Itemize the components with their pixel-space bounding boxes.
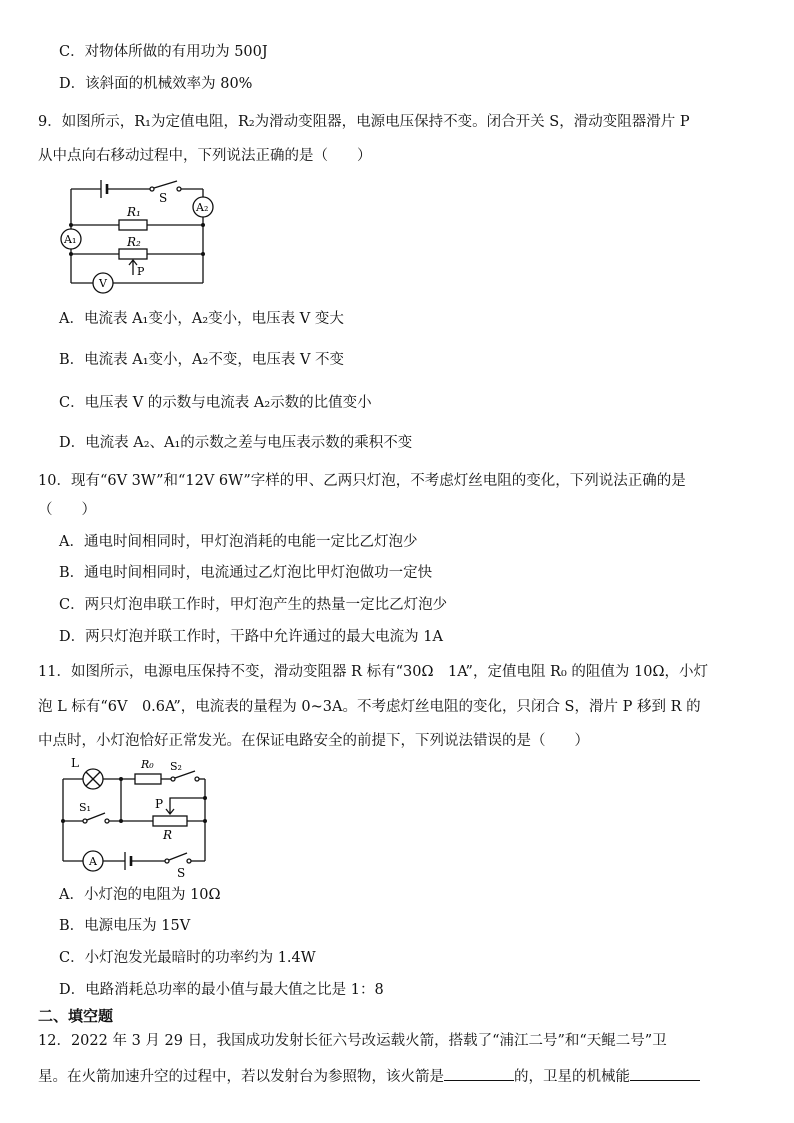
q9-label-p: P <box>137 265 145 278</box>
q10-stem-line2: （ ） <box>38 502 96 518</box>
q9-option-a: A．电流表 A₁变小，A₂变小，电压表 V 变大 <box>59 311 344 327</box>
q11-label-s2: S₂ <box>170 760 182 773</box>
q9-label-a2: A₂ <box>196 201 209 214</box>
q10-option-a: A．通电时间相同时，甲灯泡消耗的电能一定比乙灯泡少 <box>59 534 418 550</box>
q10-option-d: D．两只灯泡并联工作时，干路中允许通过的最大电流为 1A <box>59 629 443 645</box>
q9-label-v: V <box>99 277 107 290</box>
q9-option-b: B．电流表 A₁变小，A₂不变，电压表 V 不变 <box>59 352 345 368</box>
q10-stem-line1: 10．现有“6V 3W”和“12V 6W”字样的甲、乙两只灯泡，不考虑灯丝电阻的变化，下列说法正确的是 <box>38 473 686 489</box>
q12-stem-line1: 12．2022 年 3 月 29 日，我国成功发射长征六号改运载火箭，搭载了“浦江二号”和“天鲲二号”卫 <box>38 1033 667 1049</box>
section-title-fill-in: 二、填空题 <box>38 1007 114 1025</box>
q11-stem-line3: 中点时，小灯泡恰好正常发光。在保证电路安全的前提下，下列说法错误的是（ ） <box>38 733 589 749</box>
q11-label-p: P <box>155 797 164 811</box>
q11-label-s: S <box>177 866 186 878</box>
q11-option-c: C．小灯泡发光最暗时的功率约为 1.4W <box>59 950 316 966</box>
q9-option-d: D．电流表 A₂、A₁的示数之差与电压表示数的乘积不变 <box>59 435 413 451</box>
q9-stem-line1: 9．如图所示，R₁为定值电阻，R₂为滑动变阻器，电源电压保持不变。闭合开关 S，滑动变阻器滑片 P <box>38 114 690 130</box>
q11-option-d: D．电路消耗总功率的最小值与最大值之比是 1：8 <box>59 982 384 998</box>
q12-text-part-b: 的，卫星的机械能 <box>514 1069 630 1085</box>
q8-option-c: C．对物体所做的有用功为 500J <box>59 44 268 60</box>
q11-option-b: B．电源电压为 15V <box>59 918 191 934</box>
q11-circuit-diagram <box>55 753 225 878</box>
q11-label-r0: R₀ <box>141 758 154 771</box>
q11-label-l: L <box>71 756 79 770</box>
q12-answer-blank-2[interactable] <box>630 1064 700 1081</box>
q9-circuit-diagram <box>55 175 225 295</box>
q11-label-s1: S₁ <box>79 801 91 814</box>
q9-option-c: C．电压表 V 的示数与电流表 A₂示数的比值变小 <box>59 395 372 411</box>
q11-label-r: R <box>163 828 173 842</box>
q12-text-part-a: 星。在火箭加速升空的过程中，若以发射台为参照物，该火箭是 <box>38 1069 444 1085</box>
q11-label-a: A <box>89 855 97 868</box>
q11-stem-line1: 11．如图所示，电源电压保持不变，滑动变阻器 R 标有“30Ω 1A”，定值电阻 R₀ 的阻值为 10Ω，小灯 <box>38 664 708 680</box>
q9-label-s: S <box>159 191 168 205</box>
q11-stem-line2: 泡 L 标有“6V 0.6A”，电流表的量程为 0~3A。不考虑灯丝电阻的变化，只闭合 S，滑片 P 移到 R 的 <box>38 699 701 715</box>
q12-stem-line2 <box>38 1064 700 1087</box>
q9-stem-line2: 从中点向右移动过程中，下列说法正确的是（ ） <box>38 148 372 164</box>
q9-label-a1: A₁ <box>64 233 77 246</box>
q11-option-a: A．小灯泡的电阻为 10Ω <box>59 887 221 903</box>
q12-answer-blank-1[interactable] <box>444 1064 514 1081</box>
q10-option-c: C．两只灯泡串联工作时，甲灯泡产生的热量一定比乙灯泡少 <box>59 597 448 613</box>
q9-label-r2: R₂ <box>127 235 141 249</box>
q8-option-d: D．该斜面的机械效率为 80% <box>59 76 253 92</box>
q10-option-b: B．通电时间相同时，电流通过乙灯泡比甲灯泡做功一定快 <box>59 565 433 581</box>
q9-label-r1: R₁ <box>127 205 141 219</box>
